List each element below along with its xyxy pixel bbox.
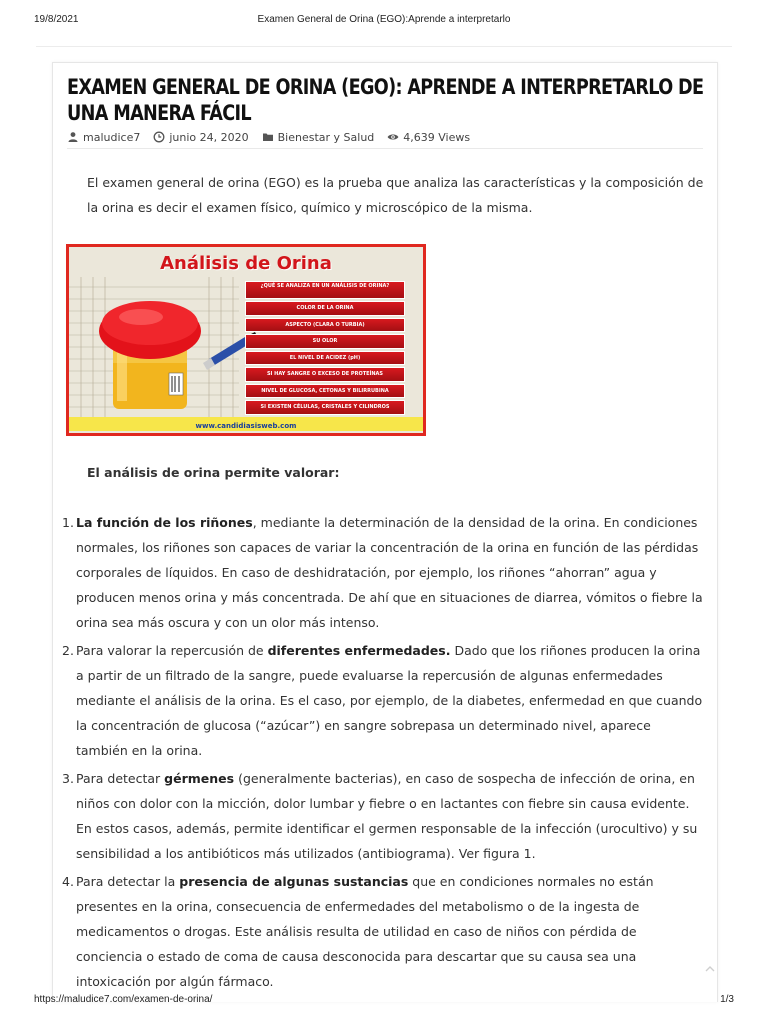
list-number: 2.	[62, 643, 74, 658]
meta-divider	[67, 148, 703, 149]
list-text-post: , mediante la determinación de la densidad de la orina. En condiciones normales, los riñones son capaces de variar la concentración de la orina en función de las pérdidas corporales de líquidos. En caso de deshidratación, por ejemplo, los riñones “ahorran” agua y producen menos orina y más concentrada. De ahí que en situaciones de diarrea, vómitos o fiebre la orina sea más oscura y con un olor más intenso.	[76, 515, 703, 630]
print-footer	[34, 994, 734, 1010]
meta-category-text: Bienestar y Salud	[277, 130, 375, 144]
list-text-bold: diferentes enfermedades.	[267, 643, 451, 658]
user-icon	[67, 131, 79, 143]
figure-row: ¿QUÉ SE ANALIZA EN UN ANÁLISIS DE ORINA?	[245, 281, 405, 299]
list-text-bold: gérmenes	[164, 771, 235, 786]
list-text-post: que en condiciones normales no están presentes en la orina, consecuencia de enfermedades del metabolismo o de la ingesta de medicamentos o drogas. Este análisis resulta de utilidad en caso de niños con pérdida de conciencia o estado de coma de causa desconocida para descartar que su causa sea una intoxicación por algún fármaco.	[76, 874, 654, 989]
meta-category[interactable]	[262, 131, 375, 144]
figure-title: Análisis de Orina	[160, 253, 332, 274]
figure-list	[245, 281, 405, 433]
figure-row: NIVEL DE GLUCOSA, CETONAS Y BILIRRUBINA	[245, 384, 405, 399]
figure-row: ASPECTO (CLARA O TURBIA)	[245, 318, 405, 333]
figure-url: www.candidiasisweb.com	[195, 422, 297, 430]
list-number: 1.	[62, 515, 74, 530]
list-item	[58, 869, 704, 994]
figure-row: SI HAY SANGRE O EXCESO DE PROTEÍNAS	[245, 367, 405, 382]
list-text-bold: presencia de algunas sustancias	[179, 874, 409, 889]
list-number: 4.	[62, 874, 74, 889]
meta-date-text: junio 24, 2020	[169, 130, 249, 144]
article-meta	[67, 129, 483, 145]
meta-date	[153, 131, 248, 144]
print-header	[34, 14, 734, 30]
intro-paragraph: El examen general de orina (EGO) es la prueba que analiza las características y la composición de la orina es decir el examen físico, químico y microscópico de la misma.	[87, 175, 704, 215]
benefits-list	[58, 510, 704, 997]
figure-row: SI EXISTEN CÉLULAS, CRISTALES Y CILINDROS	[245, 400, 405, 415]
print-date: 19/8/2021	[34, 14, 79, 25]
list-item	[58, 766, 704, 866]
meta-views	[387, 131, 470, 144]
meta-author[interactable]	[67, 131, 140, 144]
header-divider	[36, 46, 732, 47]
list-text-pre: Para detectar	[76, 771, 165, 786]
article-title: EXAMEN GENERAL DE ORINA (EGO): APRENDE A INTERPRETARLO DE UNA MANERA FÁCIL	[67, 75, 704, 125]
urinalysis-figure	[66, 244, 426, 436]
print-title: Examen General de Orina (EGO):Aprende a interpretarlo	[257, 14, 511, 25]
meta-author-name: maludice7	[83, 130, 141, 144]
figure-row: EL NIVEL DE ACIDEZ (pH)	[245, 351, 405, 366]
page-counter: 1/3	[720, 994, 734, 1005]
page-url[interactable]: https://maludice7.com/examen-de-orina/	[34, 994, 213, 1005]
lead-sentence: El análisis de orina permite valorar:	[87, 465, 340, 480]
clock-icon	[153, 131, 165, 143]
list-text-bold: La función de los riñones	[76, 515, 253, 530]
figure-row: COLOR DE LA ORINA	[245, 301, 405, 316]
list-text-post: (generalmente bacterias), en caso de sospecha de infección de orina, en niños con dolor con la micción, dolor lumbar y fiebre o en lactantes con fiebre sin causa evidente. En estos casos, además, permite identificar el germen responsable de la infección (urocultivo) y su sensibilidad a los antibióticos más utilizados (antibiograma). Ver figura 1.	[76, 771, 698, 861]
meta-views-text: 4,639 Views	[403, 130, 471, 144]
list-item	[58, 510, 704, 635]
list-item	[58, 638, 704, 763]
figure-row: SU OLOR	[245, 334, 405, 349]
list-text-pre: Para valorar la repercusión de	[76, 643, 268, 658]
eye-icon	[387, 131, 399, 143]
list-text-post: Dado que los riñones producen la orina a partir de un filtrado de la sangre, puede evaluarse la repercusión de algunas enfermedades mediante el análisis de la orina. Es el caso, por ejemplo, de la diabetes, enfermedad en que cuando la concentración de glucosa (“azúcar”) en sangre sobrepasa un determinado nivel, aparece también en la orina.	[76, 643, 703, 758]
list-number: 3.	[62, 771, 74, 786]
list-text-pre: Para detectar la	[76, 874, 180, 889]
folder-icon	[262, 131, 274, 143]
chevron-up-icon[interactable]	[703, 962, 717, 976]
